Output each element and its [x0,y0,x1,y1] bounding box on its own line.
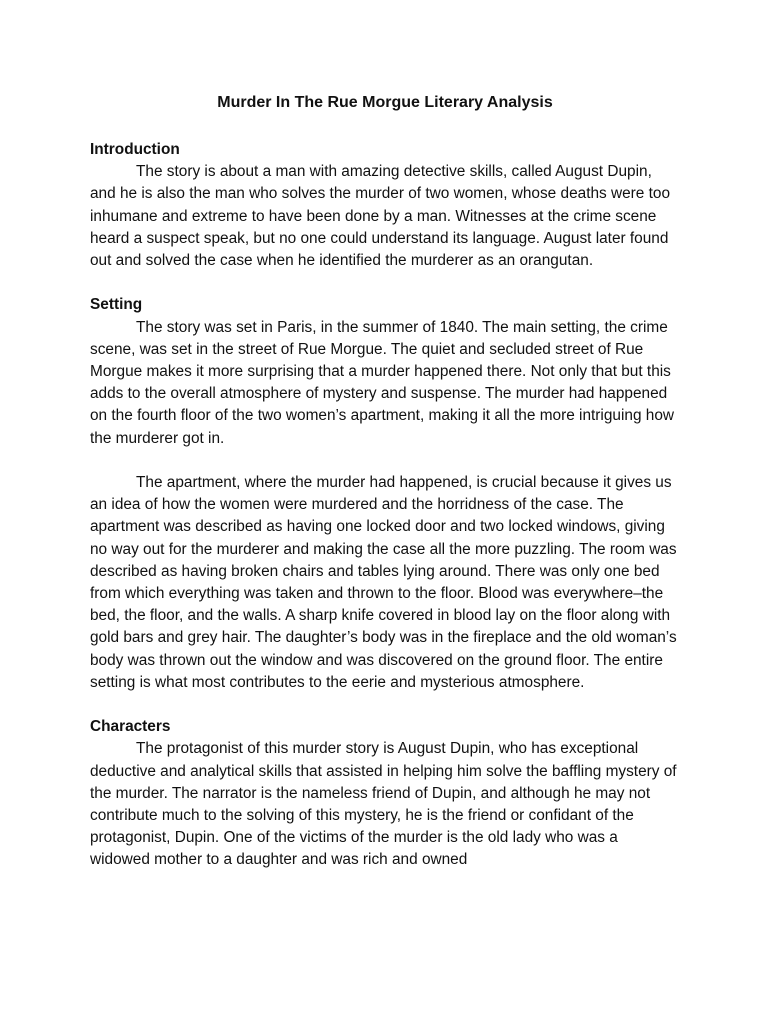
section-spacer [90,272,680,294]
section-heading-introduction: Introduction [90,141,180,158]
setting-paragraph-1: The story was set in Paris, in the summer of 1840. The main setting, the crime scene, was set in the street of Rue Morgue. The quiet and secluded street of Rue Morgue makes it more surprising that a murder happened there. Not only that but this adds to the overall atmosphere of mystery and suspense. The murder had happened on the fourth floor of the two women’s apartment, making it all the more intriguing how the murderer got in. [90,318,675,447]
paragraph-spacer [90,450,680,472]
setting-paragraph-2: The apartment, where the murder had happened, is crucial because it gives us an idea of how the women were murdered and the horridness of the case. The apartment was described as having one locked door and two locked windows, giving no way out for the murderer and making the case all the more puzzling. The room was described as having broken chairs and tables lying around. There was only one bed from which everything was taken and thrown to the floor. Blood was everywhere–the bed, the floor, and the walls. A sharp knife covered in blood lay on the floor along with gold bars and grey hair. The daughter’s body was in the fireplace and the old woman’s body was thrown out the window and was discovered on the ground floor. The entire setting is what most contributes to the eerie and mysterious atmosphere. [90,474,677,691]
section-setting [90,294,680,694]
section-heading-setting: Setting [90,296,143,314]
section-characters [90,716,680,871]
introduction-paragraph-1: The story is about a man with amazing detective skills, called August Dupin, and he is also the man who solves the murder of two women, whose deaths were too inhumane and extreme to have been done by a man. Witnesses at the crime scene heard a suspect speak, but no one could understand its language. August later found out and solved the case when he identified the murderer as an orangutan. [90,163,671,270]
section-heading-characters: Characters [90,718,171,736]
document-title: Murder In The Rue Morgue Literary Analysis [217,94,553,111]
characters-paragraph-1: The protagonist of this murder story is August Dupin, who has exceptional deductive and analytical skills that assisted in helping him solve the baffling mystery of the murder. The narrator is the nameless friend of Dupin, and although he may not contribute much to the solving of this mystery, he is the friend or confidant of the protagonist, Dupin. One of the victims of the murder is the old lady who was a widowed mother to a daughter and was rich and owned [90,740,677,869]
section-introduction [90,139,680,272]
section-spacer [90,694,680,716]
document-page [90,92,680,872]
